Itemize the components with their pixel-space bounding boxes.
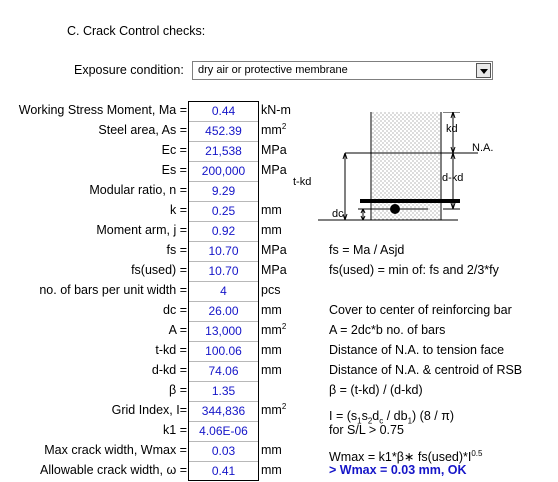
row-divider xyxy=(189,241,258,242)
row-divider xyxy=(189,301,258,302)
label-dc: dc xyxy=(332,208,344,220)
row-note: β = (t-kd) / (d-kd) xyxy=(329,383,423,397)
row-value[interactable]: 200,000 xyxy=(201,164,246,178)
row-divider xyxy=(189,361,258,362)
row-label: d-kd = xyxy=(151,363,187,377)
row-divider xyxy=(189,201,258,202)
row-value[interactable]: 452.39 xyxy=(205,124,242,138)
row-value[interactable]: 1.35 xyxy=(211,384,236,398)
row-divider xyxy=(189,441,258,442)
row-divider xyxy=(189,321,258,322)
row-divider xyxy=(189,461,258,462)
row-divider xyxy=(189,181,258,182)
row-label: Allowable crack width, ω = xyxy=(40,463,187,477)
row-unit: mm xyxy=(261,343,282,357)
row-label: t-kd = xyxy=(155,343,187,357)
label-kd: kd xyxy=(446,123,458,135)
row-label: k = xyxy=(169,203,187,217)
row-unit: $mm^2$ xyxy=(261,401,287,417)
section-title: C. Crack Control checks: xyxy=(67,24,206,38)
row-value[interactable]: 100.06 xyxy=(205,344,242,358)
label-na: N.A. xyxy=(472,142,494,154)
row-label: fs = xyxy=(166,243,187,257)
row-divider xyxy=(189,261,258,262)
row-divider xyxy=(189,381,258,382)
row-label: Moment arm, j = xyxy=(96,223,187,237)
row-divider xyxy=(189,121,258,122)
row-label: k1 = xyxy=(163,423,187,437)
row-label: Steel area, As = xyxy=(98,123,187,137)
label-t-kd: t-kd xyxy=(293,176,312,188)
row-unit: mm xyxy=(261,203,282,217)
row-unit: $mm^2$ xyxy=(261,121,287,137)
row-divider xyxy=(189,401,258,402)
chevron-down-icon[interactable] xyxy=(476,63,491,78)
row-divider xyxy=(189,421,258,422)
row-value[interactable]: 74.06 xyxy=(208,364,239,378)
row-value[interactable]: 10.70 xyxy=(208,244,239,258)
row-value[interactable]: 0.03 xyxy=(211,444,236,458)
row-value[interactable]: 0.44 xyxy=(211,104,236,118)
row-note: A = 2dc*b no. of bars xyxy=(329,323,446,337)
row-divider xyxy=(189,221,258,222)
exposure-condition-label: Exposure condition: xyxy=(74,63,184,77)
row-label: Es = xyxy=(161,163,187,177)
row-note: Distance of N.A. to tension face xyxy=(329,343,505,357)
exposure-condition-dropdown[interactable] xyxy=(192,61,493,80)
row-note: fs(used) = min of: fs and 2/3*fy xyxy=(329,263,499,277)
row-label: no. of bars per unit width = xyxy=(39,283,187,297)
row-label: Max crack width, Wmax = xyxy=(44,443,187,457)
row-unit: mm xyxy=(261,363,282,377)
note-wmax: Wmax = k1*β∗ $fs(used)*I^{0.5}$ xyxy=(329,448,483,464)
row-note: > Wmax = 0.03 mm, OK xyxy=(329,463,467,477)
row-value[interactable]: 10.70 xyxy=(208,264,239,278)
row-label: dc = xyxy=(163,303,187,317)
row-value[interactable]: 21,538 xyxy=(205,144,242,158)
row-label: Working Stress Moment, Ma = xyxy=(18,103,187,117)
row-value[interactable]: 4 xyxy=(220,284,227,298)
row-unit: MPa xyxy=(261,163,287,177)
row-label: Ec = xyxy=(161,143,187,157)
row-note: Cover to center of reinforcing bar xyxy=(329,303,512,317)
row-unit: MPa xyxy=(261,143,287,157)
row-unit: mm xyxy=(261,443,282,457)
label-d-kd: d-kd xyxy=(442,172,464,184)
row-value[interactable]: 13,000 xyxy=(205,324,242,338)
row-value[interactable]: 0.92 xyxy=(211,224,236,238)
row-note: Distance of N.A. & centroid of RSB xyxy=(329,363,523,377)
row-value[interactable]: 0.25 xyxy=(211,204,236,218)
row-unit: mm xyxy=(261,463,282,477)
row-label: A = xyxy=(168,323,187,337)
slab-section-diagram xyxy=(288,112,498,224)
row-divider xyxy=(189,281,258,282)
row-unit: mm xyxy=(261,303,282,317)
row-note: fs = Ma / Asjd xyxy=(329,243,405,257)
exposure-condition-value: dry air or protective membrane xyxy=(198,64,348,76)
row-unit: MPa xyxy=(261,263,287,277)
row-value[interactable]: 0.41 xyxy=(211,464,236,478)
row-label: Modular ratio, n = xyxy=(89,183,187,197)
row-value[interactable]: 344,836 xyxy=(201,404,246,418)
row-divider xyxy=(189,341,258,342)
note-grid-index: $I = (s_1s_2d_c / db_1)$ (8 / π) xyxy=(329,409,454,426)
row-value[interactable]: 4.06E-06 xyxy=(199,424,248,438)
row-divider xyxy=(189,141,258,142)
row-unit: MPa xyxy=(261,243,287,257)
row-value[interactable]: 9.29 xyxy=(211,184,236,198)
row-value[interactable]: 26.00 xyxy=(208,304,239,318)
row-label: β = xyxy=(169,383,187,397)
row-label: fs(used) = xyxy=(131,263,187,277)
row-unit: $mm^2$ xyxy=(261,321,287,337)
row-unit: mm xyxy=(261,223,282,237)
row-note: for S/L > 0.75 xyxy=(329,423,404,437)
row-unit: kN-m xyxy=(261,103,291,117)
row-divider xyxy=(189,161,258,162)
row-unit: pcs xyxy=(261,283,281,297)
row-label: Grid Index, I= xyxy=(111,403,187,417)
